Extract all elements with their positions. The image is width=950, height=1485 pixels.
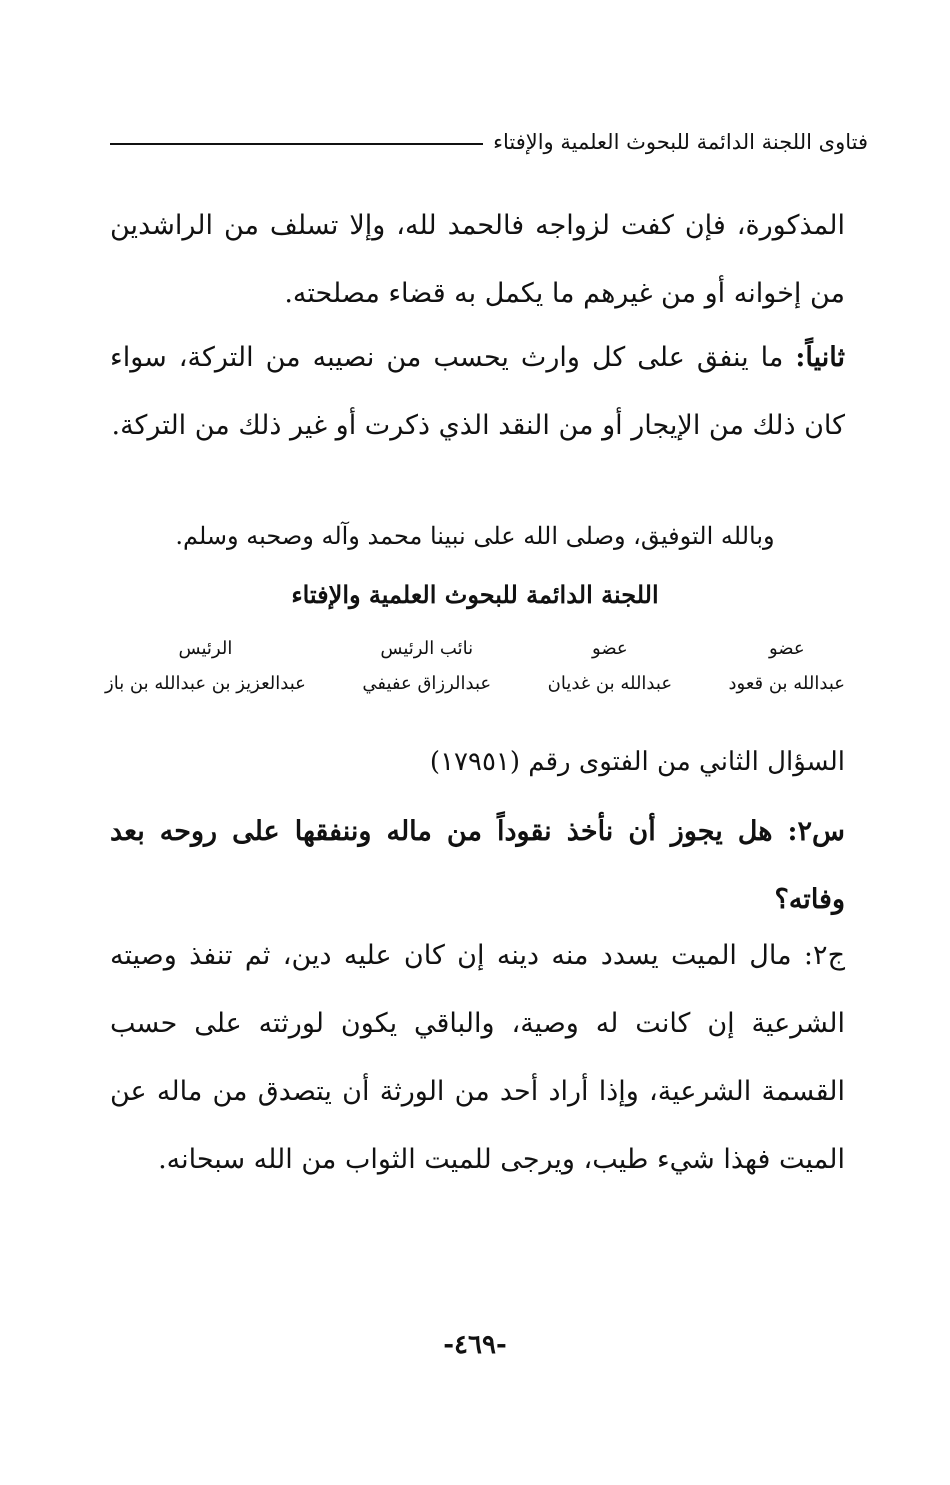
signatory-name: عبدالرزاق عفيفي xyxy=(362,673,492,694)
running-header xyxy=(110,122,868,162)
paragraph-continuation: المذكورة، فإن كفت لزواجه فالحمد لله، وإلا تسلف من الراشدين من إخوانه أو من غيرهم ما يكمل به قضاء مصلحته. xyxy=(110,210,845,309)
signatory-name: عبدالعزيز بن عبدالله بن باز xyxy=(105,673,306,694)
page-number: -٤٦٩- xyxy=(443,1330,507,1360)
signatory-role: الرئيس xyxy=(178,638,233,659)
signatures-block xyxy=(105,632,845,712)
committee-name: اللجنة الدائمة للبحوث العلمية والإفتاء xyxy=(291,580,659,609)
signatory-role: عضو xyxy=(592,638,628,659)
signatory-role: نائب الرئيس xyxy=(380,638,474,659)
second-point-text: ما ينفق على كل وارث يحسب من نصيبه من التركة، سواء كان ذلك من الإيجار أو من النقد الذي ذكرت أو غير ذلك من التركة. xyxy=(110,342,845,441)
signatory-role: عضو xyxy=(768,638,805,659)
signatory xyxy=(105,632,306,712)
fatwa-reference: السؤال الثاني من الفتوى رقم (١٧٩٥١) xyxy=(429,747,845,777)
second-point-lead: ثانياً: xyxy=(795,342,845,373)
signatory xyxy=(362,632,491,712)
question-text: س٢: هل يجوز أن نأخذ نقوداً من ماله وننفقها على روحه بعد وفاته؟ xyxy=(110,816,845,915)
signatory-name: عبدالله بن غديان xyxy=(547,673,673,694)
header-rule xyxy=(110,143,483,145)
answer-text: ج٢: مال الميت يسدد منه دينه إن كان عليه دين، ثم تنفذ وصيته الشرعية إن كانت له وصية، والباقي يكون لورثته على حسب القسمة الشرعية، وإذا أراد أحد من الورثة أن يتصدق من ماله عن الميت فهذا شيء طيب، ويرجى للميت الثواب من الله سبحانه. xyxy=(110,940,845,1175)
signatory xyxy=(548,632,672,712)
signatory-name: عبدالله بن قعود xyxy=(728,673,845,694)
signatory xyxy=(729,632,845,712)
closing-line: وبالله التوفيق، وصلى الله على نبينا محمد وآله وصحبه وسلم. xyxy=(175,522,775,550)
running-header-title: فتاوى اللجنة الدائمة للبحوث العلمية والإفتاء xyxy=(493,130,868,154)
paragraph-second-point xyxy=(110,324,845,460)
